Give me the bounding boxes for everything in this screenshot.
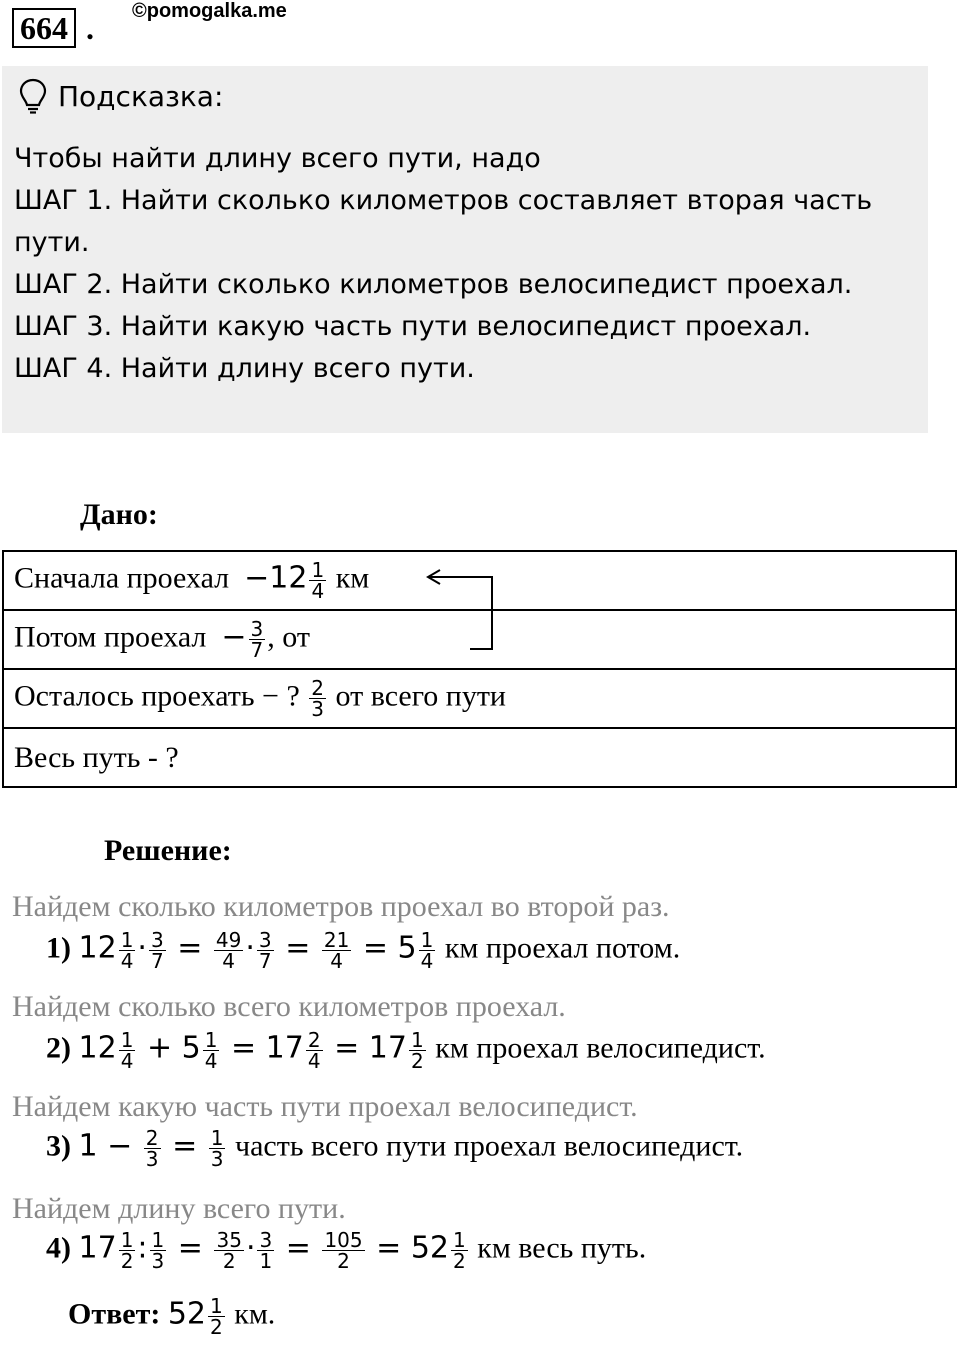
hint-step-4: ШАГ 4. Найти длину всего пути.: [14, 353, 475, 384]
fraction: $\frac{2}{3}$: [311, 676, 324, 721]
hint-title: Подсказка:: [58, 80, 224, 113]
problem-number: 664: [12, 8, 76, 48]
hint-step-1: ШАГ 1. Найти сколько километров составляет вторая часть: [14, 185, 873, 216]
given-row-2: Потом проехал − $\frac{3}{7}$ , от: [3, 610, 956, 669]
hint-step-2: ШАГ 2. Найти сколько километров велосипедист проехал.: [14, 269, 853, 300]
comment-3: Найдем какую часть пути проехал велосипедист.: [12, 1090, 638, 1123]
comment-4: Найдем длину всего пути.: [12, 1192, 346, 1225]
answer: Ответ: 52 $\frac{1}{2}$ км.: [68, 1294, 276, 1339]
step-3: 3) 1 − $\frac{2}{3}$ = $\frac{1}{3}$ часть всего пути проехал велосипедист.: [46, 1126, 744, 1171]
given-title: Дано:: [80, 498, 158, 531]
step-2: 2) 12 $\frac{1}{4}$ + 5 $\frac{1}{4}$ = 17 $\frac{2}{4}$ = 17 $\frac{1}{2}$ км проехал велосипедист.: [46, 1028, 766, 1073]
given-row-1: Сначала проехал −12 $\frac{1}{4}$ км: [3, 551, 956, 610]
step-1: 1) 12 $\frac{1}{4}$ · $\frac{3}{7}$ = $\frac{49}{4}$ · $\frac{3}{7}$ = $\frac{21}{4}$ = 5 $\frac{1}{4}$ км проехал потом.: [46, 928, 681, 973]
given-row-3: Осталось проехать − ? $\frac{2}{3}$ от всего пути: [3, 669, 956, 728]
hint-intro: Чтобы найти длину всего пути, надо: [14, 143, 541, 174]
comment-1: Найдем сколько километров проехал во второй раз.: [12, 890, 670, 923]
step-4: 4) 17 $\frac{1}{2}$ : $\frac{1}{3}$ = $\frac{35}{2}$ · $\frac{3}{1}$ = $\frac{105}{2}$ = 52 $\frac{1}{2}$ км весь путь.: [46, 1228, 647, 1273]
fraction: $\frac{1}{4}$: [311, 558, 325, 603]
hint-step-1-cont: пути.: [14, 227, 90, 258]
solution-title: Решение:: [104, 834, 232, 867]
problem-number-dot: .: [86, 10, 94, 46]
comment-2: Найдем сколько всего километров проехал.: [12, 990, 566, 1023]
lightbulb-icon: [18, 78, 48, 121]
given-row-4: Весь путь - ?: [3, 728, 956, 787]
bracket-arrow-icon: [420, 566, 500, 656]
hint-box: [2, 66, 928, 433]
fraction: $\frac{3}{7}$: [250, 617, 264, 662]
site-watermark: ©pomogalka.me: [132, 0, 287, 22]
hint-step-3: ШАГ 3. Найти какую часть пути велосипедист проехал.: [14, 311, 812, 342]
